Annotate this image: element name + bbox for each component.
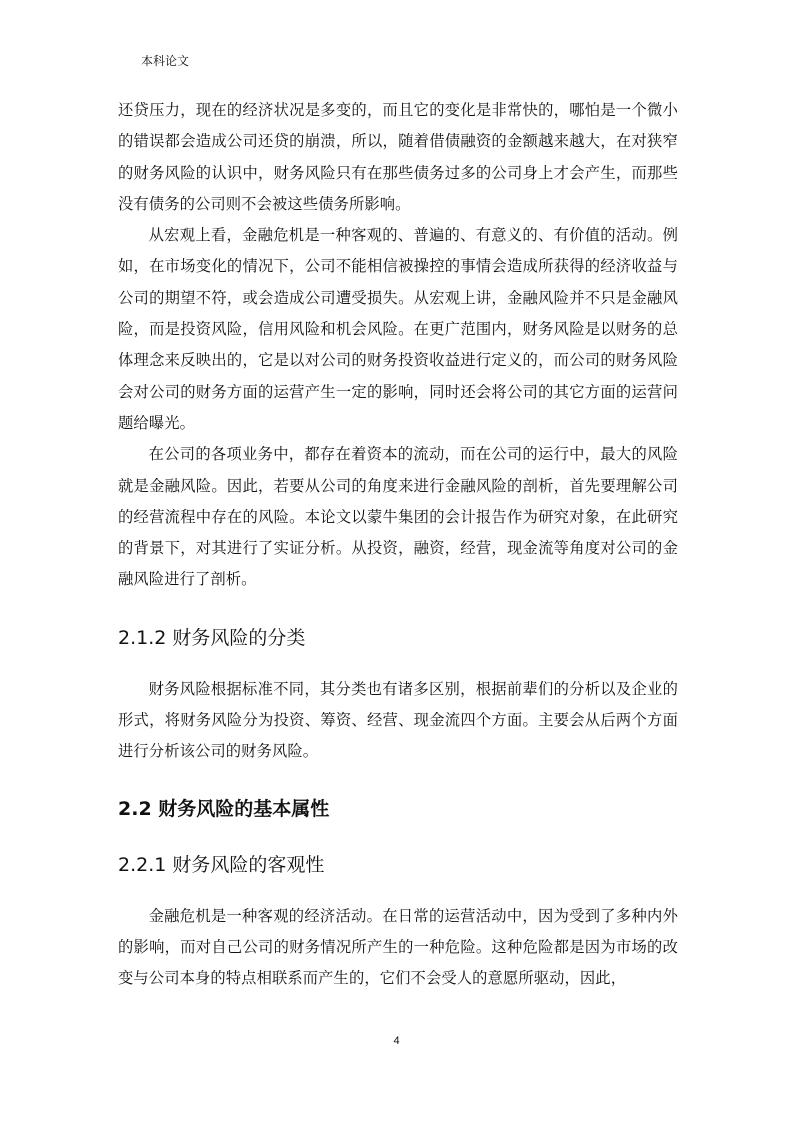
heading-2-2: 2.2 财务风险的基本属性 bbox=[118, 797, 330, 820]
paragraph-5: 金融危机是一种客观的经济活动。在日常的运营活动中，因为受到了多种内外的影响，而对自己公司的财务情况所产生的一种危险。这种危险都是因为市场的改变与公司本身的特点相联系而产生的，它们不会受人的意愿所驱动，因此， bbox=[118, 906, 678, 988]
paragraph-1: 还贷压力，现在的经济状况是多变的，而且它的变化是非常快的，哪怕是一个微小的错误都会造成公司还贷的崩溃，所以，随着借债融资的金额越来越大，在对狭窄的财务风险的认识中，财务风险只有在那些债务过多的公司身上才会产生，而那些没有债务的公司则不会被这些债务所影响。 bbox=[118, 101, 678, 213]
page-body bbox=[118, 95, 678, 995]
heading-2-1-2: 2.1.2 财务风险的分类 bbox=[118, 626, 306, 649]
paragraph-4: 财务风险根据标准不同，其分类也有诸多区别，根据前辈们的分析以及企业的形式，将财务风险分为投资、筹资、经营、现金流四个方面。主要会从后两个方面进行分析该公司的财务风险。 bbox=[118, 679, 678, 761]
page-number: 4 bbox=[393, 1035, 400, 1047]
paragraph-2: 从宏观上看，金融危机是一种客观的、普遍的、有意义的、有价值的活动。例如，在市场变化的情况下，公司不能相信被操控的事情会造成所获得的经济收益与公司的期望不符，或会造成公司遭受损失。从宏观上讲，金融风险并不只是金融风险，而是投资风险，信用风险和机会风险。在更广范围内，财务风险是以财务的总体理念来反映出的，它是以对公司的财务投资收益进行定义的，而公司的财务风险会对公司的财务方面的运营产生一定的影响，同时还会将公司的其它方面的运营问题给曝光。 bbox=[118, 226, 678, 432]
header-divider bbox=[118, 75, 676, 76]
heading-2-2-1: 2.2.1 财务风险的客观性 bbox=[118, 853, 325, 876]
paragraph-3: 在公司的各项业务中，都存在着资本的流动，而在公司的运行中，最大的风险就是金融风险。因此，若要从公司的角度来进行金融风险的剖析，首先要理解公司的经营流程中存在的风险。本论文以蒙牛集团的会计报告作为研究对象，在此研究的背景下，对其进行了实证分析。从投资，融资，经营，现金流等角度对公司的金融风险进行了剖析。 bbox=[118, 445, 678, 589]
running-header: 本科论文 bbox=[141, 54, 190, 68]
